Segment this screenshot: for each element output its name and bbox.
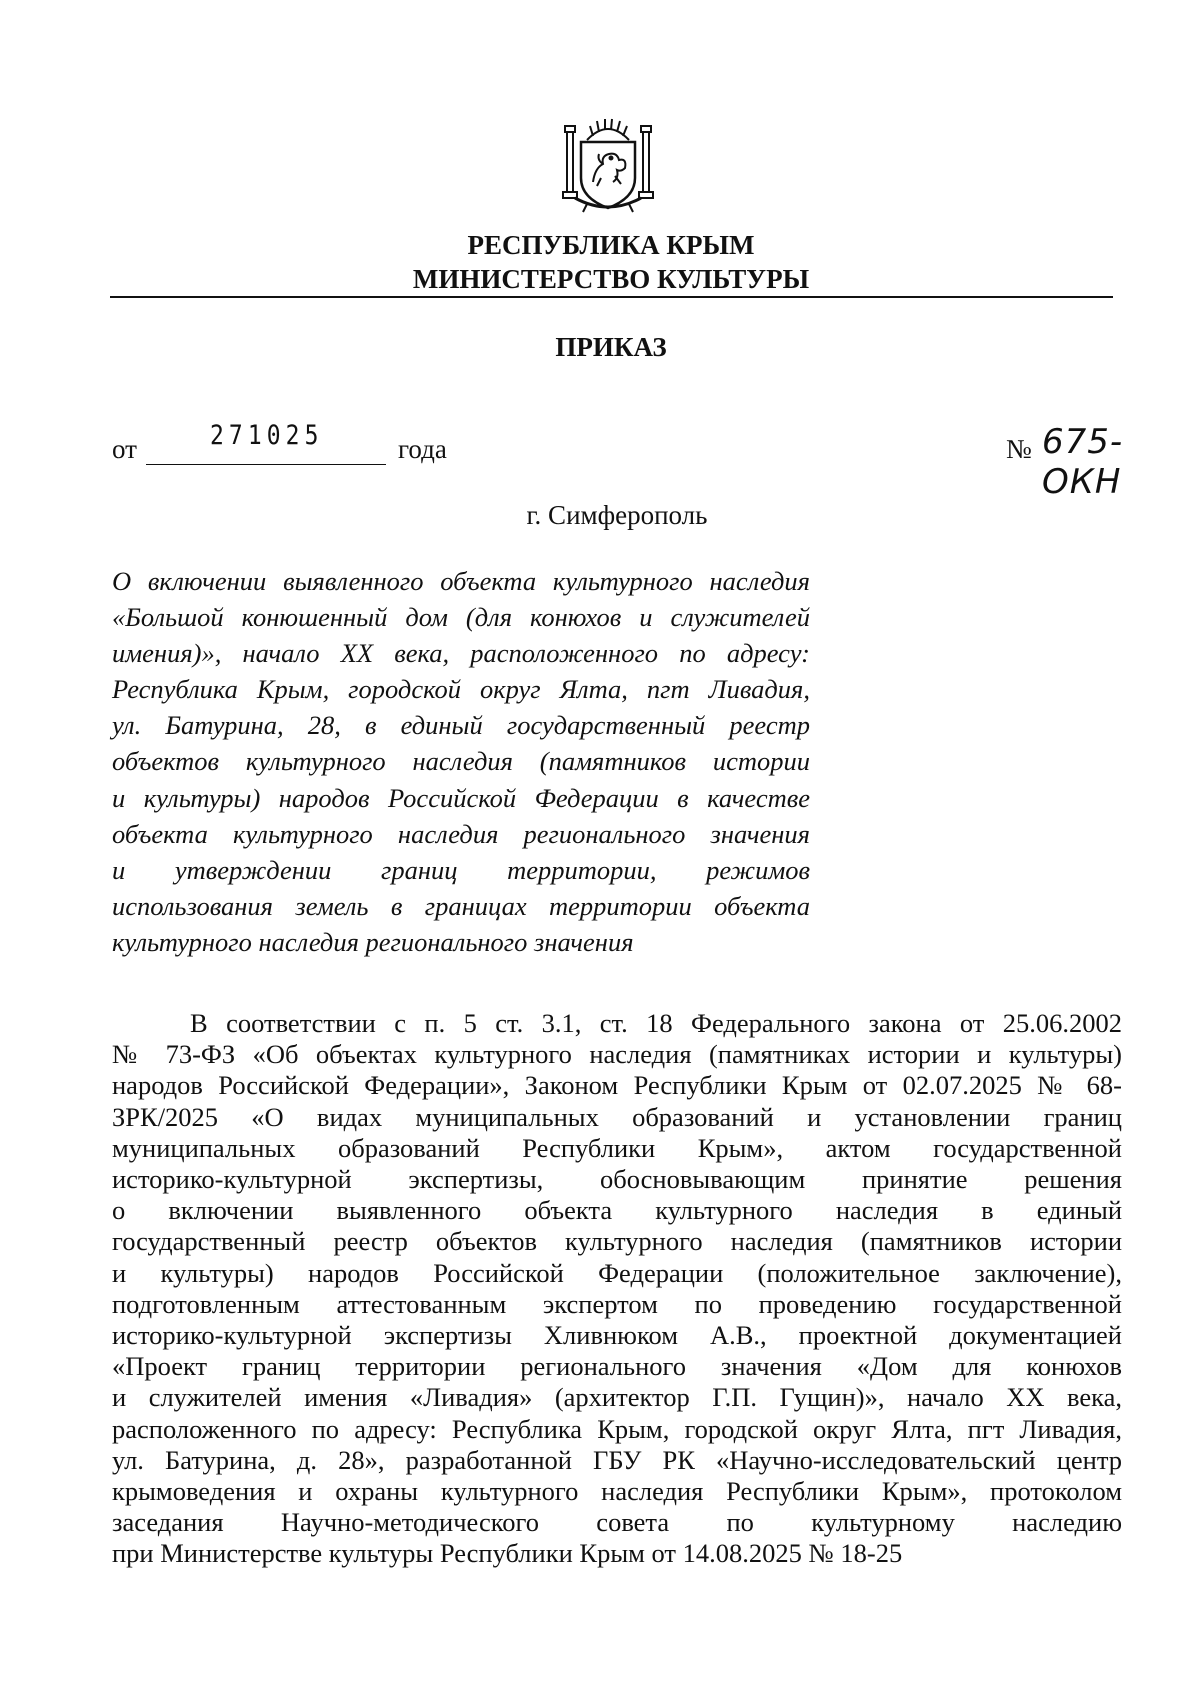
subject-line: О включении выявленного объекта культурного наследия [112, 566, 810, 596]
city-line: г. Симферополь [526, 500, 708, 530]
date-value: 271025 [210, 420, 324, 451]
subject-line: использования земель в границах территории объекта [112, 890, 810, 921]
body-line: заседания Научно-методического совета по культурному наследию [112, 1507, 1122, 1538]
org-name-republic: РЕСПУБЛИКА КРЫМ [467, 230, 755, 260]
body-line: ул. Батурина, д. 28», разработанной ГБУ РК «Научно-исследовательский центр [112, 1444, 1122, 1475]
body-line: № 73-ФЗ «Об объектах культурного наследия (памятниках истории и культуры) [112, 1039, 1122, 1070]
subject-line: и культуры) народов Российской Федерации в качестве [112, 782, 810, 813]
subject-line: культурного наследия регионального значения [112, 926, 634, 957]
date-number-row [112, 420, 1124, 502]
body-line: при Министерстве культуры Республики Крым от 14.08.2025 № 18-25 [112, 1538, 903, 1569]
subject-line: объекта культурного наследия регионального значения [112, 818, 810, 849]
body-line: государственный реестр объектов культурного наследия (памятников истории [112, 1226, 1122, 1257]
subject-block [112, 563, 810, 960]
subject-line: Республика Крым, городской округ Ялта, пгт Ливадия, [112, 674, 810, 705]
number-label: № [1006, 434, 1032, 464]
subject-line: и утверждении границ территории, режимов [112, 854, 810, 885]
body-line: историко-культурной экспертизы Хливнюком А.В., проектной документацией [112, 1320, 1122, 1351]
body-line: народов Российской Федерации», Законом Республики Крым от 02.07.2025 № 68- [112, 1070, 1122, 1101]
body-line: подготовленным аттестованным экспертом по проведению государственной [112, 1288, 1122, 1319]
body-line: крымоведения и охраны культурного наследия Республики Крым», протоколом [112, 1476, 1122, 1507]
date-year-label: года [398, 434, 447, 464]
body-line: В соответствии с п. 5 ст. 3.1, ст. 18 Федерального закона от 25.06.2002 [190, 1008, 1122, 1038]
document-type-title: ПРИКАЗ [555, 332, 667, 362]
body-line: расположенного по адресу: Республика Крым, городской округ Ялта, пгт Ливадия, [112, 1413, 1122, 1444]
body-line: «Проект границ территории регионального значения «Дом для конюхов [112, 1351, 1122, 1382]
body-paragraph [112, 1008, 1122, 1570]
date-from-label: от [112, 434, 137, 464]
body-line: о включении выявленного объекта культурного наследия в единый [112, 1195, 1122, 1226]
body-line: историко-культурной экспертизы, обосновывающим принятие решения [112, 1164, 1122, 1195]
org-name-ministry: МИНИСТЕРСТВО КУЛЬТУРЫ [412, 264, 810, 294]
subject-line: «Большой конюшенный дом (для конюхов и служителей [112, 602, 810, 633]
crimea-coat-of-arms-icon [557, 112, 659, 216]
date-underline [146, 464, 386, 465]
document-number: 675-ОКН [1042, 422, 1124, 502]
header-divider [110, 296, 1113, 298]
subject-line: имения)», начало XX века, расположенного по адресу: [112, 638, 810, 669]
body-line: ЗРК/2025 «О видах муниципальных образований и установлении границ [112, 1101, 1122, 1132]
subject-line: объектов культурного наследия (памятников истории [112, 746, 810, 777]
body-line: и служителей имения «Ливадия» (архитектор Г.П. Гущин)», начало XX века, [112, 1382, 1122, 1413]
body-line: и культуры) народов Российской Федерации (положительное заключение), [112, 1257, 1122, 1288]
body-line: муниципальных образований Республики Крым», актом государственной [112, 1132, 1122, 1163]
subject-line: ул. Батурина, 28, в единый государственный реестр [112, 710, 810, 741]
